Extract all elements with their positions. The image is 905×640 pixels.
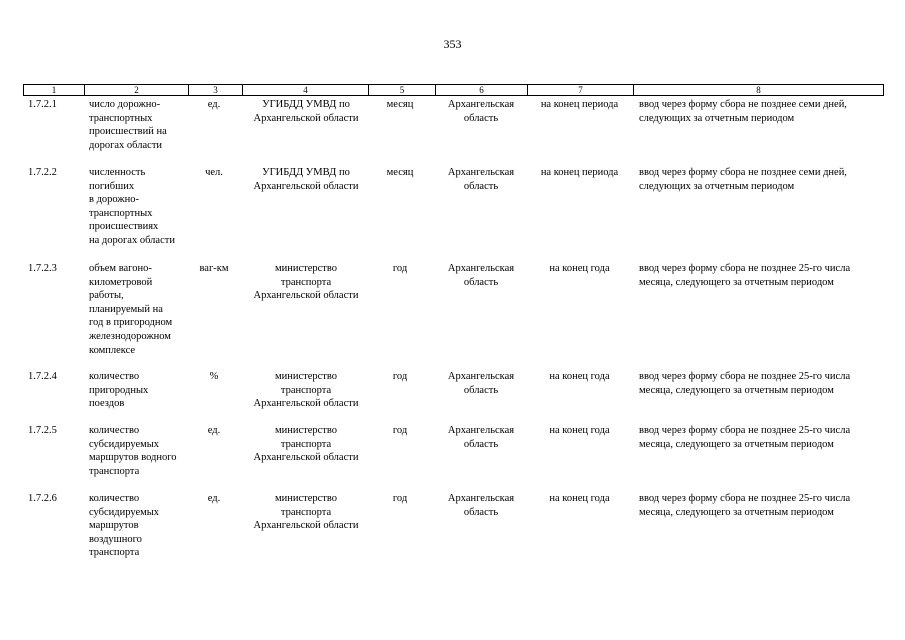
unit: чел.: [205, 167, 223, 178]
indicator-code: 1.7.2.3: [28, 263, 57, 274]
indicator-name: количество субсидируемых маршрутов воздушного транспорта: [89, 493, 160, 559]
indicator-code: 1.7.2.4: [28, 371, 57, 382]
indicator-name: численность погибших в дорожно- транспортных происшествиях на дорогах области: [89, 167, 175, 246]
indicator-name: количество субсидируемых маршрутов водного транспорта: [89, 425, 177, 477]
periodicity: год: [392, 425, 408, 436]
data-source: УГИБДД УМВД по Архангельской области: [253, 99, 359, 124]
indicator-name: число дорожно- транспортных происшествий на дорогах области: [89, 99, 167, 151]
periodicity: год: [392, 371, 408, 382]
territory: Архангельская область: [447, 371, 515, 396]
column-number-8: 8: [633, 85, 883, 95]
column-number-4: 4: [242, 85, 368, 95]
unit: ваг-км: [199, 263, 229, 274]
time-characteristic: на конец года: [549, 263, 610, 274]
indicator-code: 1.7.2.5: [28, 425, 57, 436]
time-characteristic: на конец периода: [540, 99, 619, 110]
unit: ед.: [207, 425, 221, 436]
column-number-1: 1: [51, 85, 57, 95]
column-number-6: 6: [435, 85, 527, 95]
territory: Архангельская область: [447, 425, 515, 450]
indicator-name: объем вагоно- километровой работы, планируемый на год в пригородном железнодорожном комплексе: [89, 263, 173, 356]
input-method: ввод через форму сбора не позднее 25-го числа месяца, следующего за отчетным периодом: [639, 371, 851, 396]
input-method: ввод через форму сбора не позднее семи дней, следующих за отчетным периодом: [639, 99, 847, 124]
column-number-5: 5: [368, 85, 435, 95]
data-source: министерство транспорта Архангельской области: [253, 371, 359, 410]
data-source: министерство транспорта Архангельской области: [253, 425, 359, 464]
column-number-7: 7: [527, 85, 633, 95]
data-source: министерство транспорта Архангельской области: [253, 493, 359, 532]
periodicity: месяц: [386, 99, 414, 110]
periodicity: месяц: [386, 167, 414, 178]
territory: Архангельская область: [447, 99, 515, 124]
input-method: ввод через форму сбора не позднее 25-го числа месяца, следующего за отчетным периодом: [639, 425, 851, 450]
indicator-code: 1.7.2.1: [28, 99, 57, 110]
time-characteristic: на конец года: [549, 493, 610, 504]
indicator-code: 1.7.2.2: [28, 167, 57, 178]
territory: Архангельская область: [447, 167, 515, 192]
unit: ед.: [207, 493, 221, 504]
column-number-3: 3: [188, 85, 242, 95]
time-characteristic: на конец года: [549, 371, 610, 382]
indicator-code: 1.7.2.6: [28, 493, 57, 504]
input-method: ввод через форму сбора не позднее 25-го числа месяца, следующего за отчетным периодом: [639, 493, 851, 518]
input-method: ввод через форму сбора не позднее 25-го числа месяца, следующего за отчетным периодом: [639, 263, 851, 288]
page-number: 353: [443, 37, 462, 51]
unit: %: [209, 371, 219, 382]
territory: Архангельская область: [447, 263, 515, 288]
time-characteristic: на конец года: [549, 425, 610, 436]
time-characteristic: на конец периода: [540, 167, 619, 178]
data-source: УГИБДД УМВД по Архангельской области: [253, 167, 359, 192]
data-source: министерство транспорта Архангельской области: [253, 263, 359, 302]
periodicity: год: [392, 493, 408, 504]
indicator-name: количество пригородных поездов: [89, 371, 149, 410]
input-method: ввод через форму сбора не позднее семи дней, следующих за отчетным периодом: [639, 167, 847, 192]
periodicity: год: [392, 263, 408, 274]
column-number-header: [23, 84, 884, 96]
territory: Архангельская область: [447, 493, 515, 518]
unit: ед.: [207, 99, 221, 110]
column-number-2: 2: [84, 85, 188, 95]
